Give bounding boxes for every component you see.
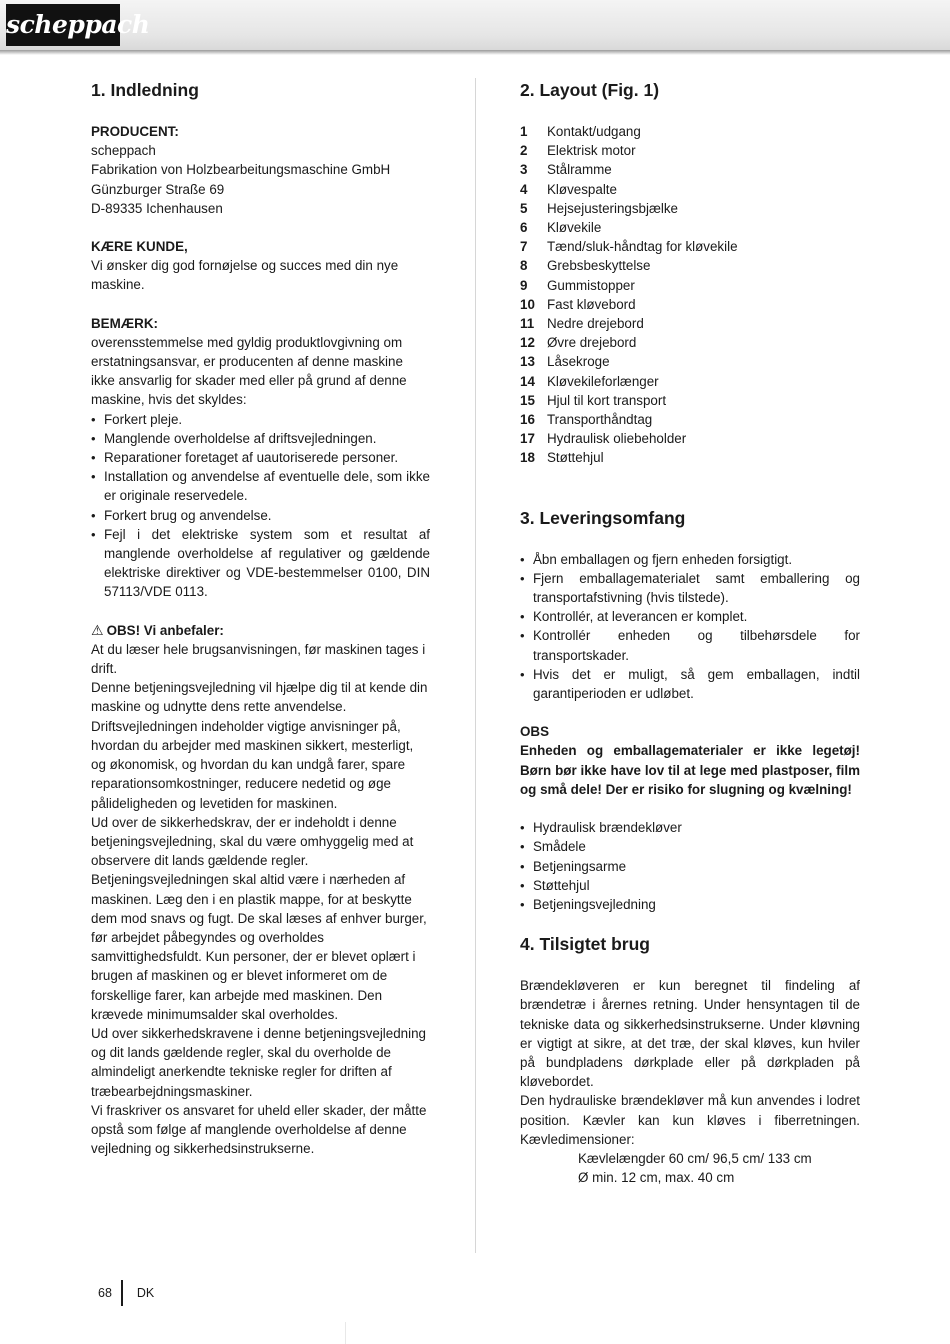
paragraph: Brændekløveren er kun beregnet til findeling af brændetræ i årernes retning. Under hensyntagen til de tekniske data og sikkerhedsinstrukserne. Under kløvning er vigtigt at sikre, at det træ, der skal kløves, kun hviler på bundpladens dørkplade eller på dørkpladen på kløvebordet. — [520, 978, 860, 1090]
list-item — [520, 141, 860, 160]
list-item — [520, 160, 860, 179]
section-title-delivery: 3. Leveringsomfang — [520, 507, 686, 528]
list-item — [520, 237, 860, 256]
list-item: • Åbn emballagen og fjern enheden forsigtigt. — [520, 550, 860, 569]
list-item: • Støttehjul — [520, 876, 860, 895]
paragraph: Denne betjeningsvejledning vil hjælpe dig til at kende din maskine og udnytte dens rette anvendelse. — [91, 680, 428, 715]
part-label: Hjul til kort transport — [547, 392, 667, 408]
right-column — [520, 78, 860, 1187]
scheppach-logo: scheppach — [6, 4, 120, 46]
page-footer — [98, 1280, 154, 1306]
list-item: • Forkert pleje. — [91, 410, 430, 429]
page-number: 68 — [98, 1280, 123, 1306]
paragraph: Ud over de sikkerhedskrav, der er indeholdt i denne betjeningsvejledning, skal du være omhyggelig med at observere dit lands gældende regler. — [91, 814, 414, 869]
part-number: 4 — [520, 181, 528, 197]
customer-block — [91, 237, 430, 295]
part-label: Kløvekileforlænger — [547, 373, 659, 389]
recommendation-block — [91, 621, 430, 1159]
part-number: 1 — [520, 124, 528, 139]
part-number: 6 — [520, 220, 528, 236]
part-label: Tænd/sluk-håndtag for kløvekile — [547, 239, 738, 255]
usage-block — [520, 976, 860, 1149]
part-label: Kontakt/udgang — [547, 124, 641, 139]
part-number: 7 — [520, 239, 528, 255]
part-label: Øvre drejebord — [547, 335, 637, 351]
part-label: Nedre drejebord — [547, 316, 644, 332]
list-item: • Installation og anvendelse af eventuelle dele, som ikke er originale reservedele. — [91, 467, 430, 505]
list-item — [520, 333, 860, 352]
warning-label: OBS! Vi anbefaler: — [106, 622, 224, 638]
list-item — [520, 199, 860, 218]
left-column — [91, 78, 430, 1158]
note-label: BEMÆRK: — [91, 315, 158, 331]
part-label: Elektrisk motor — [547, 143, 636, 159]
producer-line: Fabrikation von Holzbearbeitungsmaschine GmbH — [91, 162, 391, 178]
producer-line: scheppach — [91, 143, 156, 159]
dimension-line: Ø min. 12 cm, max. 40 cm — [578, 1170, 735, 1186]
part-number: 3 — [520, 162, 528, 178]
part-label: Kløvekile — [547, 220, 602, 236]
list-item: • Betjeningsvejledning — [520, 895, 860, 914]
part-number: 13 — [520, 354, 535, 370]
delivery-list — [520, 550, 860, 704]
list-item: • Betjeningsarme — [520, 857, 860, 876]
list-item — [520, 218, 860, 237]
part-label: Grebsbeskyttelse — [547, 258, 651, 274]
part-label: Gummistopper — [547, 277, 635, 293]
part-label: Støttehjul — [547, 450, 604, 466]
bottom-mark — [345, 1322, 346, 1344]
customer-text: Vi ønsker dig god fornøjelse og succes med din nye maskine. — [91, 258, 399, 293]
part-number: 18 — [520, 450, 535, 466]
part-number: 10 — [520, 296, 535, 312]
list-item — [520, 295, 860, 314]
paragraph: Vi fraskriver os ansvaret for uheld eller skader, der måtte opstå som følge af manglende overholdelse af denne vejledning og sikkerhedsinstrukserne. — [91, 1102, 427, 1157]
producer-block — [91, 122, 430, 218]
list-item — [520, 372, 860, 391]
part-number: 16 — [520, 412, 535, 428]
list-item: • Hvis det er muligt, så gem emballagen, indtil garantiperioden er udløbet. — [520, 665, 860, 703]
list-item — [520, 180, 860, 199]
warning-triangle-icon: ⚠ — [91, 621, 104, 638]
part-number: 11 — [520, 316, 535, 332]
list-item — [520, 122, 860, 141]
part-label: Hejsejusteringsbjælke — [547, 200, 678, 216]
list-item: • Manglende overholdelse af driftsvejledningen. — [91, 429, 430, 448]
list-item — [520, 410, 860, 429]
paragraph: Ud over sikkerhedskravene i denne betjeningsvejledning og dit lands gældende regler, skal du overholde de almindeligt anerkendte tekniske regler for driften af træbearbejdningsmaskiner. — [91, 1025, 426, 1099]
list-item: • Smådele — [520, 837, 860, 856]
list-item: • Kontrollér, at leverancen er komplet. — [520, 607, 860, 626]
producer-label: PRODUCENT: — [91, 124, 179, 139]
list-item: • Fejl i det elektriske system som et resultat af manglende overholdelse af regulativer og gældende elektriske direktiver og VDE-bestemmelser 0100, DIN 57113/VDE 0113. — [91, 525, 430, 602]
list-item — [520, 314, 860, 333]
section-title-intended-use: 4. Tilsigtet brug — [520, 934, 650, 955]
customer-label: KÆRE KUNDE, — [91, 239, 188, 255]
part-number: 9 — [520, 277, 528, 293]
log-dimensions — [520, 1149, 860, 1187]
list-item — [520, 391, 860, 410]
note-text: overensstemmelse med gyldig produktlovgivning om erstatningsansvar, er producenten af denne maskine ikke ansvarlig for skader med eller på grund af denne maskine, hvis det skyldes: — [91, 334, 407, 408]
part-label: Fast kløvebord — [547, 296, 636, 312]
note-list — [91, 410, 430, 602]
part-label: Transporthåndtag — [547, 412, 653, 428]
part-label: Kløvespalte — [547, 181, 617, 197]
paragraph: At du læser hele brugsanvisningen, før maskinen tages i drift. — [91, 641, 426, 677]
contents-list — [520, 818, 860, 914]
part-number: 8 — [520, 258, 528, 274]
language-code: DK — [136, 1286, 155, 1300]
part-number: 14 — [520, 373, 535, 389]
obs-text: Enheden og emballagematerialer er ikke legetøj! Børn bør ikke have lov til at lege med plastposer, film og små dele! Der er risiko for slugning og kvælning! — [520, 743, 860, 797]
layout-parts-list — [520, 122, 860, 468]
paragraph: Den hydrauliske brændekløver må kun anvendes i lodret position. Kævler kan kun kløves i fiberretningen. Kævledimensioner: — [520, 1093, 860, 1147]
paragraph: Betjeningsvejledningen skal altid være i nærheden af maskinen. Læg den i en plastik mappe, for at beskytte dem mod snavs og fugt. De skal læses af enhver burger, før arbejdet påbegyndes og overholdes samvittighedsfuldt. Kun personer, der er blevet oplært i brugen af maskinen og er blevet informeret om de forskellige farer, kan arbejde med maskinen. Den krævede minimumsalder skal overholdes. — [91, 872, 427, 1022]
part-number: 12 — [520, 335, 535, 351]
list-item — [520, 256, 860, 275]
section-title-layout: 2. Layout (Fig. 1) — [520, 80, 660, 100]
column-divider — [475, 78, 476, 1253]
part-number: 17 — [520, 431, 535, 447]
list-item — [520, 448, 860, 467]
warning-heading — [91, 621, 430, 640]
part-label: Hydraulisk oliebeholder — [547, 431, 687, 447]
part-label: Låsekroge — [547, 354, 610, 370]
part-number: 15 — [520, 392, 535, 408]
producer-line: D-89335 Ichenhausen — [91, 200, 223, 216]
list-item: • Kontrollér enheden og tilbehørsdele for transportskader. — [520, 626, 860, 664]
list-item: • Fjern emballagematerialet samt emballering og transportafstivning (hvis tilstede). — [520, 569, 860, 607]
list-item — [520, 352, 860, 371]
paragraph: Driftsvejledningen indeholder vigtige anvisninger på, hvordan du arbejder med maskinen sikkert, mesterligt, og økonomisk, og hvordan du kan undgå farer, spare reparationsomkostninger, reducere nedetid og øge pålideligheden og levetiden for maskinen. — [91, 718, 414, 811]
header-shadow — [0, 50, 950, 55]
obs-label: OBS — [520, 724, 550, 740]
list-item — [520, 276, 860, 295]
part-label: Stålramme — [547, 162, 612, 178]
note-block — [91, 314, 430, 602]
section-title-introduction: 1. Indledning — [91, 80, 199, 100]
list-item: • Reparationer foretaget af uautoriserede personer. — [91, 448, 430, 467]
list-item: • Hydraulisk brændekløver — [520, 818, 860, 837]
list-item — [520, 429, 860, 448]
part-number: 5 — [520, 200, 528, 216]
producer-line: Günzburger Straße 69 — [91, 181, 225, 197]
list-item: • Forkert brug og anvendelse. — [91, 506, 430, 525]
dimension-line: Kævlelængder 60 cm/ 96,5 cm/ 133 cm — [578, 1150, 812, 1166]
obs-warning-block — [520, 722, 860, 799]
part-number: 2 — [520, 143, 528, 159]
